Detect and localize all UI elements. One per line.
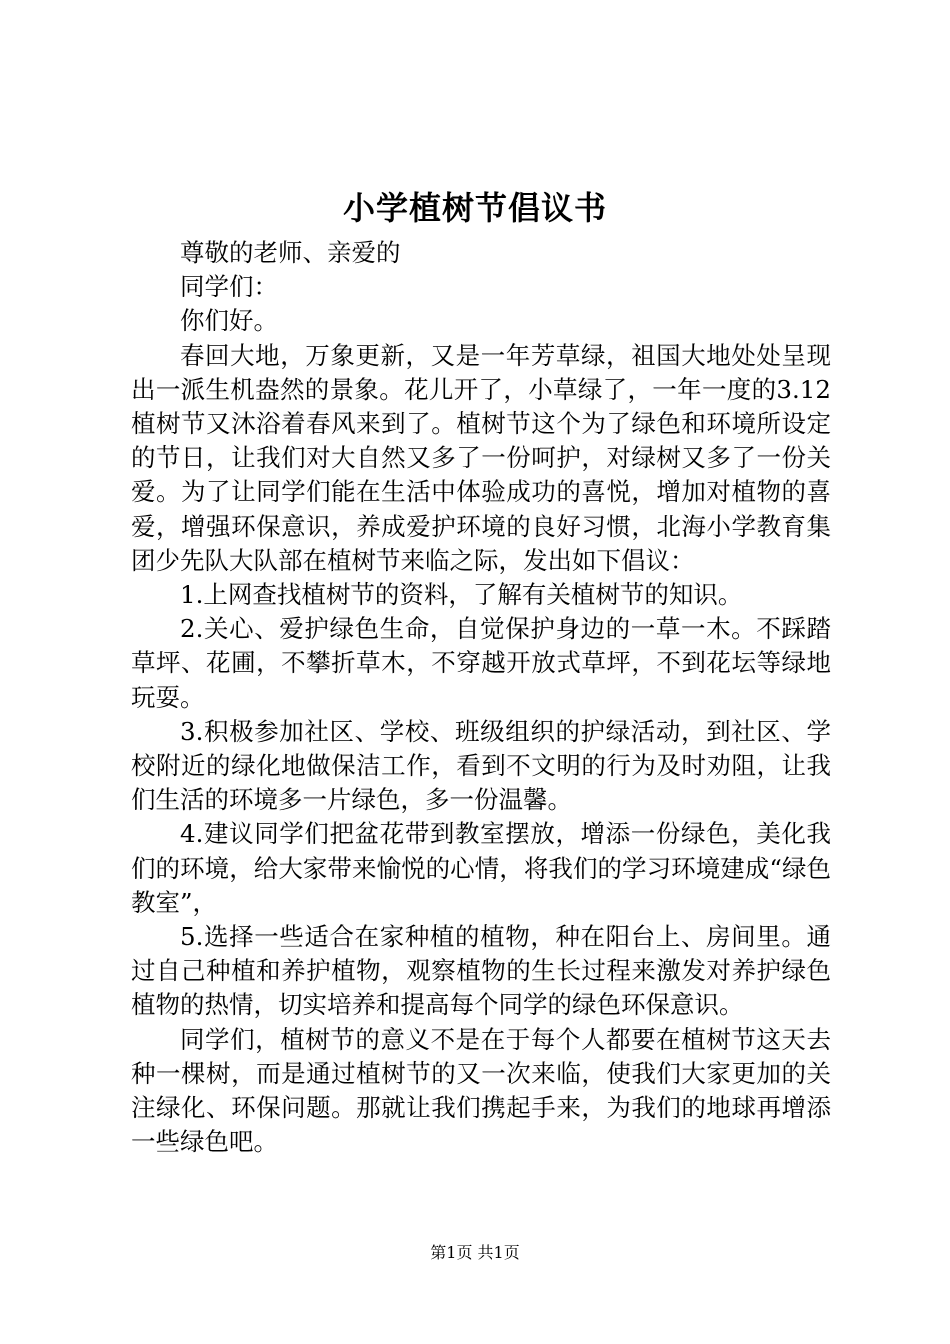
salutation-line-2: 同学们： (180, 272, 278, 302)
intro-paragraph: 春回大地，万象更新，又是一年芳草绿，祖国大地处处呈现出一派生机盎然的景象。花儿开了，小草绿了，一年一度的3.12植树节又沐浴着春风来到了。植树节这个为了绿色和环境所设定的节日，让我们对大自然又多了一份呵护，对绿树又多了一份关爱。为了让同学们能在生活中体验成功的喜悦，增加对植物的喜爱，增强环保意识，养成爱护环境的良好习惯，北海小学教育集团少先队大队部在植树节来临之际，发出如下倡议： (131, 340, 831, 575)
proposal-item-5: 5.选择一些适合在家种植的植物，种在阳台上、房间里。通过自己种植和养护植物，观察植物的生长过程来激发对养护绿色植物的热情，切实培养和提高每个同学的绿色环保意识。 (131, 922, 831, 1020)
proposal-item-4: 4.建议同学们把盆花带到教室摆放，增添一份绿色，美化我们的环境，给大家带来愉悦的心情，将我们的学习环境建成“绿色教室”， (131, 819, 831, 917)
document-body (131, 236, 831, 1159)
proposal-item-1: 1.上网查找植树节的资料，了解有关植树节的知识。 (180, 580, 743, 610)
closing-paragraph: 同学们，植树节的意义不是在于每个人都要在植树节这天去种一棵树，而是通过植树节的又一次来临，使我们大家更加的关注绿化、环保问题。那就让我们携起手来，为我们的地球再增添一些绿色吧。 (131, 1024, 831, 1157)
proposal-item-3: 3.积极参加社区、学校、班级组织的护绿活动，到社区、学校附近的绿化地做保洁工作，看到不文明的行为及时劝阻，让我们生活的环境多一片绿色，多一份温馨。 (131, 716, 831, 815)
proposal-item-2: 2.关心、爱护绿色生命，自觉保护身边的一草一木。不踩踏草坪、花圃，不攀折草木，不穿越开放式草坪，不到花坛等绿地玩耍。 (131, 614, 831, 712)
page-number-footer: 第1页 共1页 (430, 1243, 520, 1262)
document-title: 小学植树节倡议书 (342, 189, 607, 227)
salutation-line-1: 尊敬的老师、亲爱的 (180, 238, 401, 267)
greeting: 你们好。 (180, 306, 278, 336)
